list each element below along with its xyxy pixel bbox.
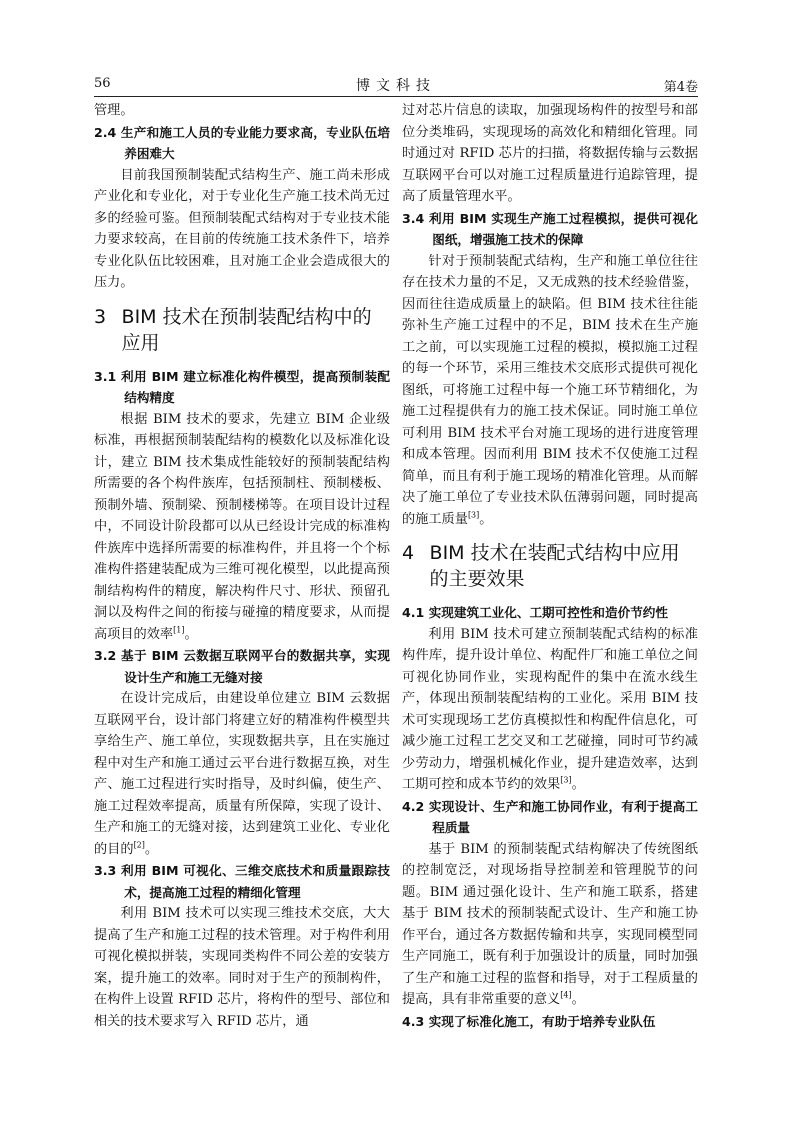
left-column [94, 100, 390, 1032]
subsection-heading: 3.3 利用 BIM 可视化、三维交底技术和质量跟踪技术，提高施工过程的精细化管理 [94, 863, 390, 900]
subsection-heading: 3.4 利用 BIM 实现生产施工过程模拟，提供可视化图纸，增强施工技术的保障 [402, 210, 698, 247]
paragraph-text: 基于 BIM 的预制装配式结构解决了传统图纸的控制宽泛，对现场指导控制差和管理脱节的问题。BIM 通过强化设计、生产和施工联系，搭建基于 BIM 技术的预制装配式设计、生产和施工协作平台，通过各方数据传输和共享，实现同模型同生产同施工，既有利于加强设计的质量，同时加强了生产和施工过程的监督和指导，对于工程质量的提高，具有非常重要的意义 [402, 841, 698, 1007]
body-paragraph [94, 903, 390, 1032]
paragraph-text: 目前我国预制装配式结构生产、施工尚未形成产业化和专业化，对于专业化生产施工技术尚无过多的经验可鉴。但预制装配式结构对于专业技术能力要求较高，在目前的传统施工技术条件下，培养专业化队伍比较困难，且对施工企业会造成很大的压力。 [94, 167, 390, 290]
subsection-heading: 3.1 利用 BIM 建立标准化构件模型，提高预制装配结构精度 [94, 368, 390, 405]
body-paragraph [402, 624, 698, 796]
subsection-heading: 4.1 实现建筑工业化、工期可控性和造价节约性 [402, 605, 668, 620]
citation-ref: [3] [560, 775, 572, 785]
paragraph-tail: 。 [184, 626, 198, 642]
citation-ref: [2] [133, 840, 145, 850]
body-paragraph [94, 165, 390, 294]
body-paragraph [402, 251, 698, 531]
section-heading [402, 540, 698, 592]
paragraph-tail: 。 [571, 992, 585, 1007]
running-header [94, 74, 698, 97]
paragraph-text: 针对于预制装配式结构，生产和施工单位往往存在技术力量的不足，又无成熟的技术经验借鉴，因而往往造成质量上的缺陷。但 BIM 技术往往能弥补生产施工过程中的不足，BIM 技术在生产施工之前，可以实现施工过程的模拟，模拟施工过程的每一个环节，采用三维技术交底形式提供可视化图纸，可将施工过程中每一个施工环节精细化，为施工过程提供有力的施工技术保证。同时施工单位可利用 BIM 技术平台对施工现场的进行进度管理和成本管理。因而利用 BIM 技术不仅使施工过程简单，而且有利于施工现场的精准化管理。从而解决了施工单位了专业技术队伍薄弱问题，同时提高的施工质量 [402, 253, 698, 527]
right-column [402, 100, 698, 1032]
page-number: 56 [94, 76, 111, 91]
subsection-heading: 4.3 实现了标准化施工，有助于培养专业队伍 [402, 1013, 656, 1029]
subsection-heading: 3.2 基于 BIM 云数据互联网平台的数据共享，实现设计生产和施工无缝对接 [94, 648, 390, 685]
paragraph-text: 在设计完成后，由建设单位建立 BIM 云数据互联网平台，设计部门将建立好的精准构件模型共享给生产、施工单位，实现数据共享，且在实施过程中对生产和施工通过云平台进行数据互换，对生产、施工过程进行实时指导，及时纠偏，使生产、施工过程效率提高，质量有所保障，实现了设计、生产和施工的无缝对接，达到建筑工业化、专业化的目的 [94, 691, 390, 857]
body-paragraph [402, 839, 698, 1011]
paragraph-text: 管理。 [94, 103, 134, 118]
journal-title: 博文科技 [356, 78, 436, 94]
paragraph-text: 过对芯片信息的读取，加强现场构件的按型号和部位分类堆码，实现现场的高效化和精细化管理。同时通过对 RFID 芯片的扫描，将数据传输与云数据互联网平台可以对施工过程质量进行追踪管理，提高了质量管理水平。 [402, 103, 698, 204]
paragraph-text: 根据 BIM 技术的要求，先建立 BIM 企业级标准，再根据预制装配结构的模数化以及标准化设计，建立 BIM 技术集成性能较好的预制装配结构所需要的各个构件族库，包括预制柱、预制楼板、预制外墙、预制梁、预制楼梯等。在项目设计过程中，不同设计阶段都可以从已经设计完成的标准构件族库中选择所需要的标准构件，并且将一个个标准构件搭建装配成为三维可视化模型，以此提高预制结构构件的精度，解决构件尺寸、形状、预留孔洞以及构件之间的衔接与碰撞的精度要求，从而提高项目的效率 [94, 411, 390, 642]
subsection-heading: 2.4 生产和施工人员的专业能力要求高，专业队伍培养困难大 [94, 124, 390, 161]
section-number: 3 [94, 305, 107, 328]
paragraph-text: 利用 BIM 技术可以实现三维技术交底，大大提高了生产和施工过程的技术管理。对于构件利用可视化模拟拼装，实现同类构件不同公差的安装方案，提升施工的效率。同时对于生产的预制构件，在构件上设置 RFID 芯片，将构件的型号、部位和相关的技术要求写入 RFID 芯片，通 [94, 906, 390, 1029]
body-paragraph [402, 100, 698, 208]
section-number: 4 [402, 542, 415, 564]
paragraph-tail: 。 [571, 777, 585, 792]
paragraph-tail: 。 [144, 841, 159, 857]
body-paragraph [94, 100, 390, 122]
paragraph-tail: 。 [479, 511, 493, 527]
body-paragraph [94, 688, 390, 860]
section-heading-text: BIM 技术在预制装配结构中的应用 [121, 305, 372, 354]
section-heading [94, 304, 390, 356]
citation-ref: [1] [173, 625, 185, 635]
volume-label: 第4卷 [663, 80, 698, 95]
subsection-heading: 4.2 实现设计、生产和施工协同作业，有利于提高工程质量 [402, 798, 698, 835]
paragraph-text: 利用 BIM 技术可建立预制装配式结构的标准构件库，提升设计单位、构配件厂和施工单位之间可视化协同作业，实现构配件的集中在流水线生产，体现出预制装配结构的工业化。采用 BIM 技术可实现现场工艺仿真模拟性和构配件信息化，可减少施工过程工艺交叉和工艺碰撞，同时可节约减少劳动力，增强机械化作业，提升建造效率，达到工期可控和成本节约的效果 [402, 626, 698, 792]
section-heading-text: BIM 技术在装配式结构中应用的主要效果 [429, 542, 680, 590]
citation-ref: [3] [467, 510, 480, 520]
citation-ref: [4] [560, 990, 572, 1000]
body-paragraph [94, 409, 390, 646]
